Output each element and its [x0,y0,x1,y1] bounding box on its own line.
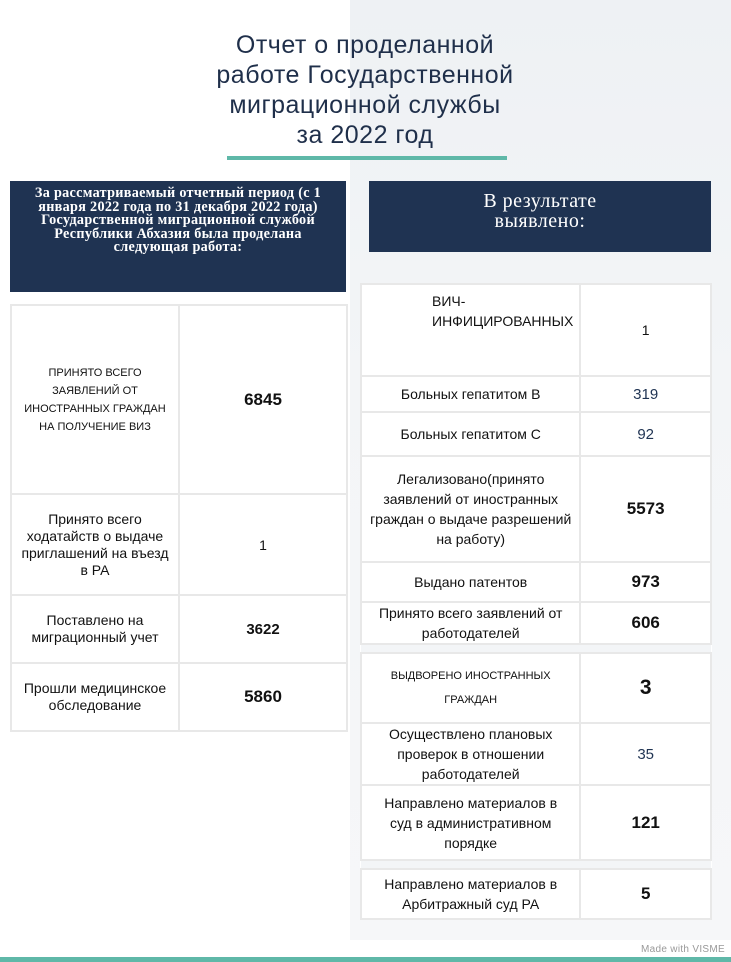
table-row [361,785,711,860]
left-section-header: За рассматриваемый отчетный период (с 1 января 2022 года по 31 декабря 2022 года) Государственной миграционной службой Республики Абхазия была проделана следующая работа: [10,181,346,292]
table-row [361,653,711,723]
title-line-3: миграционной службы [229,91,501,119]
table-row [361,602,711,644]
row-label-text: Направлено материалов в суд в административном порядке [384,794,558,851]
row-value: 121 [580,785,711,860]
row-value: 3 [580,653,711,723]
row-label: Легализовано(принято заявлений от иностранных граждан о выдаче разрешений на работу) [361,456,580,562]
row-label [361,785,580,860]
row-value: 5 [580,869,711,919]
right-stats-table [360,283,712,920]
row-label: ВЫДВОРЕНО ИНОСТРАННЫХ ГРАЖДАН [361,653,580,723]
row-label: ПРИНЯТО ВСЕГО ЗАЯВЛЕНИЙ ОТ ИНОСТРАННЫХ ГРАЖДАН НА ПОЛУЧЕНИЕ ВИЗ [11,305,179,494]
row-label: Принято всего заявлений от работодателей [361,602,580,644]
row-label: Поставлено на миграционный учет [11,595,179,663]
row-value: 35 [580,723,711,785]
row-label: Принято всего ходатайств о выдаче приглашений на въезд в РА [11,494,179,595]
row-value: 1 [179,494,347,595]
row-label: Больных гепатитом С [361,412,580,456]
row-value: 3622 [179,595,347,663]
table-row [11,305,347,494]
left-stats-table [10,304,348,732]
row-value: 6845 [179,305,347,494]
table-row [361,562,711,602]
visme-watermark: Made with VISME [641,944,725,955]
table-row [361,412,711,456]
row-value: 5573 [580,456,711,562]
table-row [361,869,711,919]
footer-bar [0,957,731,962]
right-section-header [369,181,711,252]
row-value: 1 [580,284,711,376]
row-label: Выдано патентов [361,562,580,602]
table-gap [361,860,711,869]
row-label: ВИЧ-ИНФИЦИРОВАННЫХ [361,284,580,376]
row-value: 606 [580,602,711,644]
right-header-line-2: выявлено: [494,210,586,232]
title-line-2: работе Государственной [216,61,514,89]
row-value: 5860 [179,663,347,731]
table-row [361,723,711,785]
table-row [361,376,711,412]
row-value: 319 [580,376,711,412]
table-row [361,456,711,562]
row-label: Осуществлено плановых проверок в отношении работодателей [361,723,580,785]
title-underline [227,156,507,160]
table-row [11,595,347,663]
table-row [361,284,711,376]
right-header-line-1: В результате [483,190,597,212]
table-row [11,494,347,595]
title-line-1: Отчет о проделанной [235,31,495,59]
table-gap [361,644,711,653]
table-row [11,663,347,731]
row-value: 92 [580,412,711,456]
row-label: Больных гепатитом В [361,376,580,412]
row-label: Прошли медицинское обследование [11,663,179,731]
row-value: 973 [580,562,711,602]
row-label: Направлено материалов в Арбитражный суд РА [361,869,580,919]
title-line-4: за 2022 год [296,121,434,149]
page-title [150,30,580,150]
